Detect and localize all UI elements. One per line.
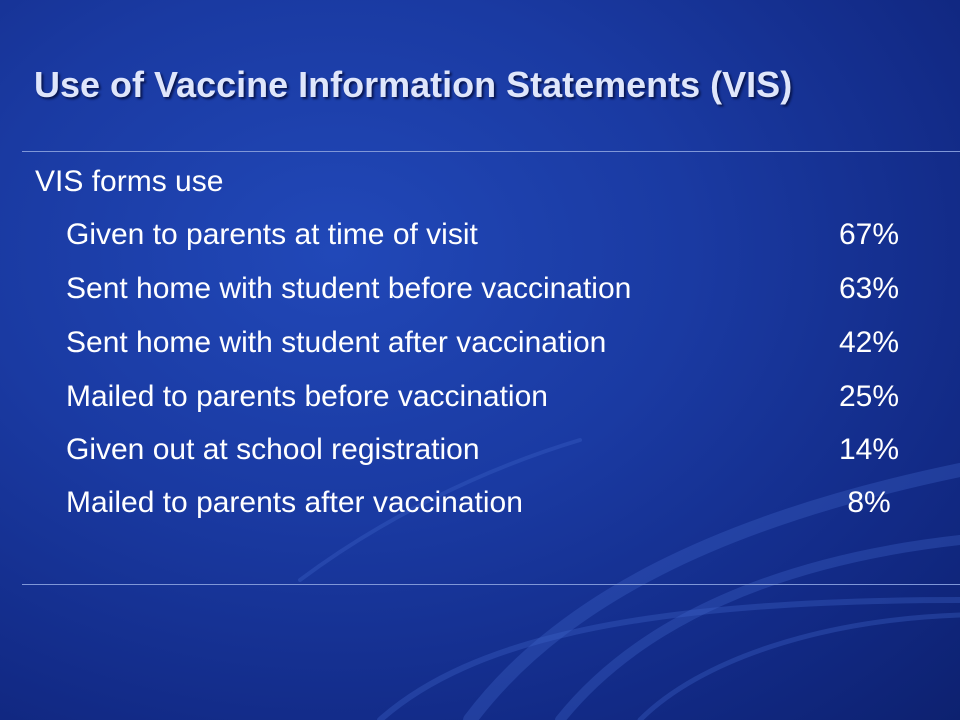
slide-title: Use of Vaccine Information Statements (VIS) [34, 64, 793, 105]
item-percentage: 67% [838, 218, 900, 251]
item-label: Given out at school registration [66, 433, 480, 466]
list-item [66, 272, 916, 312]
item-percentage: 25% [838, 380, 900, 413]
list-item [66, 326, 916, 366]
list-item [66, 486, 916, 526]
item-label: Given to parents at time of visit [66, 218, 478, 251]
item-percentage: 8% [847, 486, 891, 519]
item-label: Mailed to parents after vaccination [66, 486, 523, 519]
item-percentage: 42% [838, 326, 900, 359]
section-heading: VIS forms use [35, 165, 224, 198]
item-label: Mailed to parents before vaccination [66, 380, 548, 413]
list-item [66, 380, 916, 420]
list-item [66, 433, 916, 473]
item-label: Sent home with student after vaccination [66, 326, 607, 359]
item-percentage: 14% [838, 433, 900, 466]
list-item [66, 218, 916, 258]
item-percentage: 63% [838, 272, 900, 305]
bottom-divider [22, 584, 960, 585]
item-label: Sent home with student before vaccination [66, 272, 632, 305]
